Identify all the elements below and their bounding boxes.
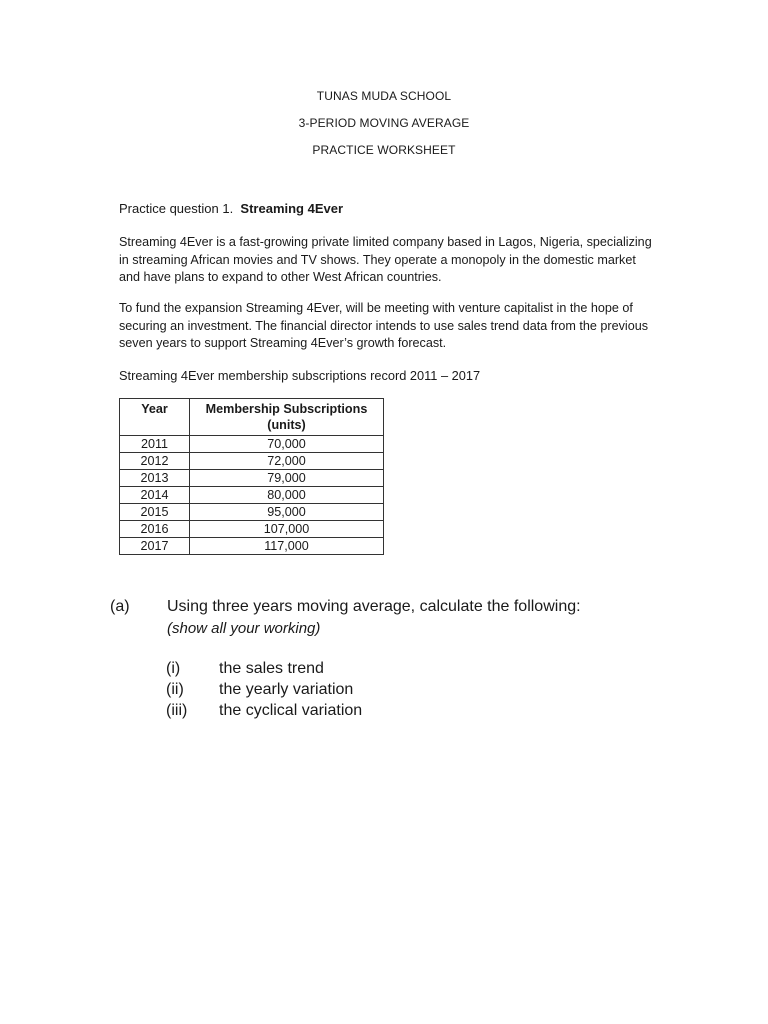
table-row [120,487,384,504]
table-row [120,521,384,538]
school-name: TUNAS MUDA SCHOOL [316,89,452,103]
question-title [119,201,343,216]
year-cell: 2014 [120,487,190,504]
part-a-note: (show all your working) [167,620,321,637]
table-row [120,436,384,453]
year-cell: 2011 [120,436,190,453]
question-label: Practice question 1. [119,201,234,216]
table-row [120,453,384,470]
question-paragraph-2: To fund the expansion Streaming 4Ever, will be meeting with venture capitalist in the hope of securing an investment. The financial director intends to use sales trend data from the previous seven years to support Streaming 4Ever’s growth forecast. [119,301,648,350]
sub-item-text: the cyclical variation [219,702,363,719]
sub-item-text: the sales trend [219,660,324,677]
header-subscriptions: Membership Subscriptions (units) [190,399,384,436]
subscriptions-cell: 80,000 [190,487,384,504]
subscriptions-cell: 117,000 [190,538,384,555]
table-row [120,470,384,487]
part-a-label: (a) [110,598,130,615]
question-paragraph-1: Streaming 4Ever is a fast-growing private limited company based in Lagos, Nigeria, specializing in streaming African movies and TV shows. They operate a monopoly in the domestic market and have plans to expand to other West African countries. [119,235,652,284]
subscriptions-cell: 95,000 [190,504,384,521]
table-row [120,504,384,521]
sub-item-number: (ii) [166,681,184,698]
year-cell: 2013 [120,470,190,487]
table-header-row [120,399,384,436]
header-year: Year [120,399,190,436]
subscriptions-cell: 79,000 [190,470,384,487]
year-cell: 2015 [120,504,190,521]
subscriptions-cell: 70,000 [190,436,384,453]
year-cell: 2016 [120,521,190,538]
year-cell: 2017 [120,538,190,555]
subscriptions-table [119,398,384,555]
subscriptions-cell: 72,000 [190,453,384,470]
sub-item-number: (iii) [166,702,188,719]
subscriptions-cell: 107,000 [190,521,384,538]
sub-item-number: (i) [166,660,181,677]
sub-item-text: the yearly variation [219,681,354,698]
year-cell: 2012 [120,453,190,470]
table-caption: Streaming 4Ever membership subscriptions record 2011 – 2017 [119,368,481,383]
table-row [120,538,384,555]
worksheet-topic: 3-PERIOD MOVING AVERAGE [298,116,470,130]
part-a-instruction: Using three years moving average, calculate the following: [167,598,581,615]
question-company-name: Streaming 4Ever [240,201,344,216]
worksheet-type: PRACTICE WORKSHEET [312,143,456,157]
